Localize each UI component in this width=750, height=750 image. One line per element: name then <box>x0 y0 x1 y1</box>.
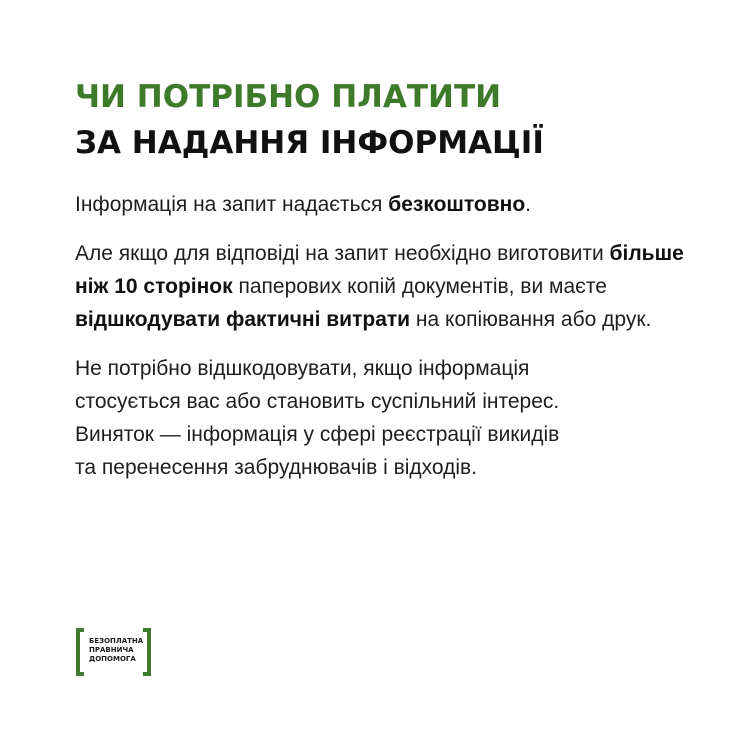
paragraph-3-line-2: стосується вас або становить суспільний інтерес. <box>75 390 560 413</box>
logo-text-line-3: ДОПОМОГА <box>89 655 136 663</box>
paragraph-2-text-3: на копіювання або друк. <box>410 308 652 331</box>
logo-text-line-1: БЕЗОПЛАТНА <box>89 637 144 645</box>
body-text <box>75 188 715 500</box>
heading <box>75 74 544 166</box>
paragraph-2-bold-1: більше ніж 10 сторінок <box>75 242 684 298</box>
paragraph-2-text-2: паперових копій документів, ви маєте <box>232 275 607 298</box>
free-legal-aid-logo <box>76 628 151 676</box>
heading-line-2: ЗА НАДАННЯ ІНФОРМАЦІЇ <box>75 125 544 161</box>
paragraph-3-line-3: Виняток — інформація у сфері реєстрації викидів <box>75 423 560 446</box>
paragraph-2-bold-2: відшкодувати фактичні витрати <box>75 308 411 331</box>
paragraph-free-of-charge <box>75 188 715 221</box>
logo-right-bracket <box>143 628 151 676</box>
logo-text <box>89 637 143 664</box>
paragraph-2-text-1: Але якщо для відповіді на запит необхідно виготовити <box>75 242 610 265</box>
paragraph-copy-costs <box>75 237 715 336</box>
paragraph-3-line-1: Не потрібно відшкодовувати, якщо інформація <box>75 357 530 380</box>
paragraph-exceptions <box>75 352 715 484</box>
logo-left-bracket <box>76 628 84 676</box>
paragraph-1-bold-1: безкоштовно <box>388 193 526 216</box>
paragraph-1-text-1: Інформація на запит надається <box>75 193 389 216</box>
heading-line-1: ЧИ ПОТРІБНО ПЛАТИТИ <box>75 79 502 115</box>
paragraph-1-text-2: . <box>525 193 532 216</box>
logo-text-line-2: ПРАВНИЧА <box>89 646 134 654</box>
paragraph-3-line-4: та перенесення забруднювачів і відходів. <box>75 456 478 479</box>
